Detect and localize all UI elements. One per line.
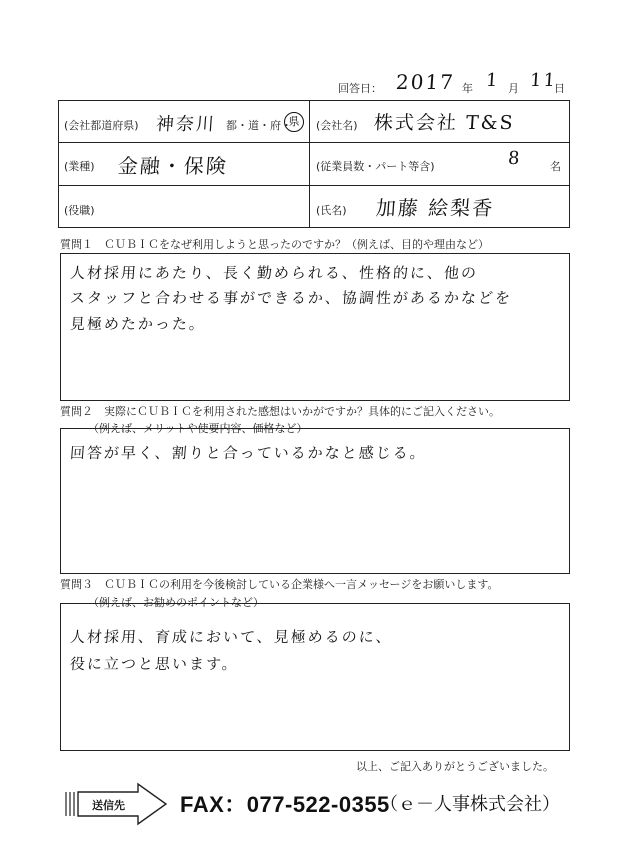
fax-number: FAX：077-522-0355: [180, 792, 390, 817]
position-label: (役職): [64, 204, 95, 217]
prefecture-selected-label: 県: [288, 115, 300, 128]
prefecture-value: 神奈川: [155, 114, 217, 135]
name-label: (氏名): [316, 204, 347, 217]
q1-answer-line: 見極めたかった。: [69, 315, 207, 333]
q2-answer-line: 回答が早く、割りと合っているかなと感じる。: [69, 444, 428, 462]
info-grid-row-1: [58, 142, 570, 143]
q3-answer-line: 人材採用、育成において、見極めるのに、: [69, 628, 394, 646]
answer-date-label: 回答日：: [338, 82, 382, 95]
closing-message: 以上、ご記入ありがとうございました。: [356, 760, 554, 773]
prefecture-selected-circle: [284, 112, 304, 132]
answer-date-day-unit: 日: [554, 82, 565, 95]
q1-answer-line: 人材採用にあたり、長く勤められる、性格的に、他の: [69, 264, 479, 282]
company-label: (会社名): [316, 119, 358, 132]
answer-date-month: 1: [485, 70, 501, 91]
employees-label: (従業員数・パート等含): [316, 160, 435, 173]
q1-title: 質問１ ＣＵＢＩＣをなぜ利用しようと思ったのですか？（例えば、目的や理由など）: [60, 238, 489, 251]
name-value: 加藤 絵梨香: [375, 196, 496, 220]
employees-unit: 名: [550, 160, 561, 173]
employees-value: 8: [507, 148, 523, 169]
info-grid-row-2: [58, 185, 570, 186]
q1-answer-line: スタッフと合わせる事ができるか、協調性があるかなどを: [69, 289, 513, 307]
q2-hint: （例えば、メリットや使要内容、価格など）: [88, 422, 308, 435]
answer-date-day: 11: [529, 70, 558, 91]
q3-hint: （例えば、お勧めのポイントなど）: [88, 596, 264, 609]
prefecture-label: (会社都道府県): [64, 119, 139, 132]
q3-answer-line: 役に立つと思います。: [69, 655, 240, 673]
industry-label: (業種): [64, 160, 95, 173]
q2-title: 質問２ 実際にＣＵＢＩＣを利用された感想はいかがですか？具体的にご記入ください。: [60, 405, 500, 418]
q3-title: 質問３ ＣＵＢＩＣの利用を今後検討している企業様へ一言メッセージをお願いします。: [60, 578, 499, 591]
answer-date-month-unit: 月: [508, 82, 519, 95]
fax-company: （ｅ－人事株式会社）: [380, 794, 560, 815]
answer-date-year: 2017: [395, 70, 456, 94]
prefecture-options: 都・道・府・: [226, 119, 292, 132]
send-to-label: 送信先: [92, 799, 125, 812]
answer-date-year-unit: 年: [462, 82, 473, 95]
info-grid-divider: [309, 100, 310, 228]
industry-value: 金融・保険: [117, 154, 229, 178]
company-value: 株式会社 T&S: [373, 112, 516, 134]
